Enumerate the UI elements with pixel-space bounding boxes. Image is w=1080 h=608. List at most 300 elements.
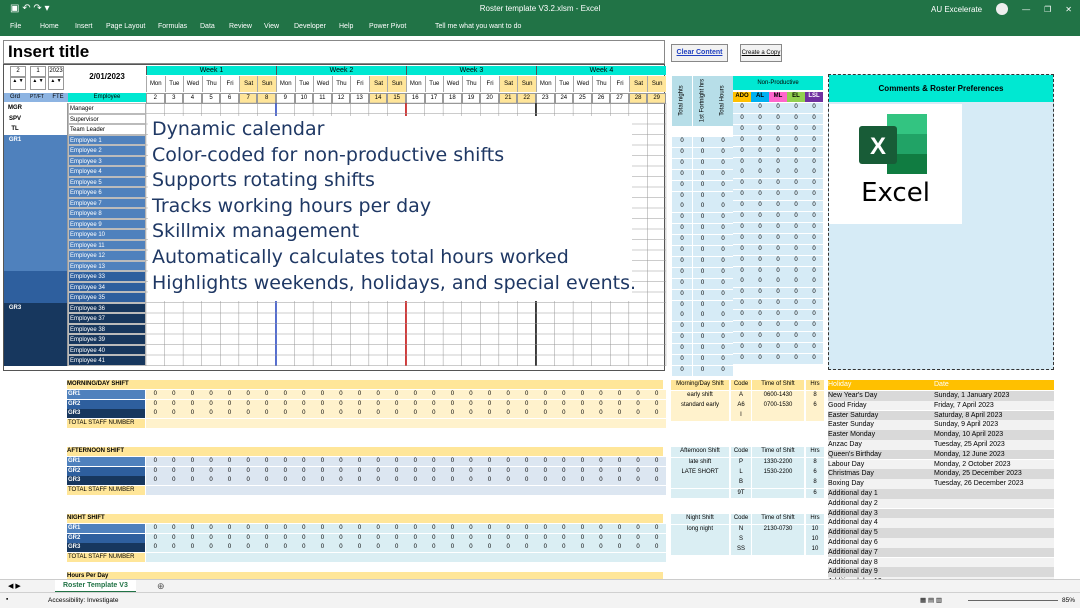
shift-count [220, 419, 239, 428]
nonprod-value: 0 [787, 168, 805, 178]
employee-name[interactable]: Employee 3 [68, 156, 146, 167]
grade-cell[interactable] [4, 292, 26, 303]
date-header: 19 [462, 93, 481, 104]
shift-table-cell[interactable]: 0600-1430 [752, 391, 804, 401]
holiday-name[interactable]: Christmas Day [828, 469, 934, 479]
shift-count: 0 [220, 409, 239, 418]
total-value: 0 [693, 246, 713, 256]
shift-table-header: Morning/Day Shift [671, 380, 729, 390]
holiday-date[interactable]: Sunday, 9 April 2023 [934, 420, 1054, 430]
ribbon-tab-9[interactable]: Help [339, 23, 354, 30]
shift-row-label: TOTAL STAFF NUMBER [67, 486, 145, 495]
employee-name[interactable]: Employee 37 [68, 313, 146, 324]
nonprod-value: 0 [769, 354, 787, 364]
ptft-cell[interactable] [26, 103, 68, 114]
ptft-cell[interactable] [26, 166, 68, 177]
shift-count: 0 [499, 543, 518, 552]
grade-cell[interactable] [4, 282, 26, 293]
grade-cell[interactable] [4, 219, 26, 230]
shift-count: 0 [480, 390, 499, 399]
shift-count [146, 553, 165, 562]
holiday-name[interactable]: Additional day 5 [828, 528, 934, 538]
employee-name[interactable]: Employee 40 [68, 345, 146, 356]
holiday-name[interactable]: Additional day 6 [828, 538, 934, 548]
holiday-date[interactable]: Saturday, 8 April 2023 [934, 411, 1054, 421]
holiday-date[interactable] [934, 538, 1054, 548]
shift-count [647, 486, 666, 495]
nonprod-value: 0 [733, 168, 751, 178]
ribbon-tab-10[interactable]: Power Pivot [369, 23, 407, 30]
grade-cell[interactable] [4, 166, 26, 177]
employee-name[interactable]: Supervisor [68, 114, 146, 125]
holiday-name[interactable]: Additional day 2 [828, 499, 934, 509]
shift-table-cell[interactable]: 8 [806, 391, 824, 401]
grade-cell[interactable]: TL [4, 124, 26, 135]
shift-count: 0 [573, 543, 592, 552]
accessibility-status[interactable]: Accessibility: Investigate [48, 597, 119, 604]
nonprod-value: 0 [805, 168, 823, 178]
shift-count: 0 [462, 524, 481, 533]
ptft-cell[interactable] [26, 345, 68, 356]
employee-name[interactable]: Employee 7 [68, 198, 146, 209]
tab-scroll-icons[interactable]: ◀ ▶ [8, 583, 21, 590]
nonprod-value: 0 [805, 343, 823, 353]
shift-count: 0 [573, 534, 592, 543]
grade-cell[interactable]: GR1 [4, 135, 26, 146]
shift-count: 0 [592, 524, 611, 533]
shift-count: 0 [499, 476, 518, 485]
quick-access-icons[interactable]: ▣ ↶ ↷ ▾ [10, 3, 50, 14]
shift-count [555, 486, 574, 495]
employee-name[interactable]: Employee 11 [68, 240, 146, 251]
total-value: 0 [672, 344, 692, 354]
shift-count: 0 [517, 467, 536, 476]
total-value: 0 [713, 355, 733, 365]
ptft-cell[interactable] [26, 177, 68, 188]
shift-count [146, 419, 165, 428]
shift-count [425, 419, 444, 428]
shift-count: 0 [480, 457, 499, 466]
shift-table-cell[interactable]: SS [731, 545, 751, 555]
employee-name[interactable]: Employee 12 [68, 250, 146, 261]
holiday-date[interactable]: Monday, 2 October 2023 [934, 460, 1054, 470]
shift-table-cell[interactable]: LATE SHORT [671, 468, 729, 478]
holiday-name[interactable]: Additional day 3 [828, 509, 934, 519]
spinner-value[interactable]: 1 [30, 66, 46, 77]
shift-count [332, 419, 351, 428]
nonprod-value: 0 [787, 179, 805, 189]
nonprod-value: 0 [751, 354, 769, 364]
shift-table-cell[interactable] [671, 535, 729, 545]
holiday-date[interactable]: Tuesday, 25 April 2023 [934, 440, 1054, 450]
shift-count [536, 419, 555, 428]
spinner-arrows[interactable]: ▲ ▼ [10, 77, 26, 90]
nonprod-value: 0 [805, 147, 823, 157]
zoom-level[interactable]: 85% [1062, 597, 1076, 604]
shift-count [610, 553, 629, 562]
nonprod-value: 0 [787, 223, 805, 233]
grade-cell[interactable] [4, 313, 26, 324]
holiday-date[interactable]: Monday, 12 June 2023 [934, 450, 1054, 460]
shift-table-cell[interactable]: 10 [806, 535, 824, 545]
shift-count: 0 [610, 457, 629, 466]
ribbon-tab-6[interactable]: Review [229, 23, 252, 30]
ptft-cell[interactable] [26, 240, 68, 251]
nonprod-value: 0 [805, 299, 823, 309]
employee-name[interactable]: Employee 4 [68, 166, 146, 177]
shift-count [165, 553, 184, 562]
shift-count: 0 [555, 467, 574, 476]
total-value: 0 [672, 159, 692, 169]
shift-count [239, 419, 258, 428]
spinner-arrows[interactable]: ▲ ▼ [48, 77, 64, 90]
shift-table-cell[interactable]: B [731, 478, 751, 488]
grade-cell[interactable] [4, 187, 26, 198]
worksheet[interactable] [0, 36, 1080, 579]
total-value: 0 [713, 170, 733, 180]
grade-cell[interactable]: MGR [4, 103, 26, 114]
employee-name[interactable]: Employee 39 [68, 334, 146, 345]
ptft-cell[interactable] [26, 282, 68, 293]
day-header: Sat [369, 76, 388, 92]
holiday-name[interactable]: Easter Monday [828, 430, 934, 440]
grade-cell[interactable] [4, 177, 26, 188]
grade-cell[interactable] [4, 145, 26, 156]
ptft-cell[interactable] [26, 187, 68, 198]
shift-count: 0 [146, 400, 165, 409]
shift-table-cell[interactable] [671, 411, 729, 421]
employee-name[interactable]: Employee 10 [68, 229, 146, 240]
employee-name[interactable]: Manager [68, 103, 146, 114]
employee-name[interactable]: Employee 36 [68, 303, 146, 314]
ribbon-tab-5[interactable]: Data [200, 23, 215, 30]
shift-count: 0 [220, 534, 239, 543]
spinner-arrows[interactable]: ▲ ▼ [30, 77, 46, 90]
holiday-date[interactable]: Monday, 25 December 2023 [934, 469, 1054, 479]
shift-table-header: Hrs [806, 447, 824, 457]
shift-table-cell[interactable] [752, 478, 804, 488]
holiday-name[interactable]: Additional day 1 [828, 489, 934, 499]
spinner-value[interactable]: 2023 [48, 66, 64, 77]
ribbon-tab-0[interactable]: File [10, 23, 22, 30]
grade-cell[interactable] [4, 271, 26, 282]
shift-table-cell[interactable]: I [731, 411, 751, 421]
shift-table-cell[interactable] [671, 545, 729, 555]
shift-count: 0 [573, 457, 592, 466]
shift-count [257, 486, 276, 495]
holiday-name[interactable]: Easter Sunday [828, 420, 934, 430]
nonprod-value: 0 [751, 103, 769, 113]
shift-table-cell[interactable]: N [731, 525, 751, 535]
nonprod-value: 0 [805, 136, 823, 146]
nonprod-value: 0 [805, 179, 823, 189]
shift-count: 0 [517, 457, 536, 466]
holiday-name[interactable]: Additional day 4 [828, 518, 934, 528]
week-header: Week 1 [146, 66, 276, 75]
clear-content-button[interactable]: Clear Content [671, 44, 728, 62]
holiday-name[interactable]: Additional day 9 [828, 567, 934, 577]
ribbon-tab-8[interactable]: Developer [294, 23, 326, 30]
shift-count: 0 [257, 534, 276, 543]
shift-row-label: GR2 [67, 400, 145, 409]
ptft-cell[interactable] [26, 145, 68, 156]
holiday-name[interactable]: Additional day 8 [828, 558, 934, 568]
nonprod-value: 0 [751, 114, 769, 124]
ptft-cell[interactable] [26, 114, 68, 125]
nonprod-value: 0 [787, 245, 805, 255]
shift-count: 0 [499, 467, 518, 476]
day-header: Sat [629, 76, 648, 92]
shift-count [647, 553, 666, 562]
employee-name[interactable]: Employee 33 [68, 271, 146, 282]
shift-table-cell[interactable]: 8 [806, 458, 824, 468]
shift-count: 0 [239, 524, 258, 533]
ribbon-tab-1[interactable]: Home [40, 23, 59, 30]
shift-table-cell[interactable]: long night [671, 525, 729, 535]
holiday-name[interactable]: Easter Saturday [828, 411, 934, 421]
nonprod-value: 0 [733, 234, 751, 244]
shift-count: 0 [499, 457, 518, 466]
holiday-date[interactable]: Sunday, 1 January 2023 [934, 391, 1054, 401]
shift-count: 0 [406, 409, 425, 418]
ptft-cell[interactable] [26, 303, 68, 314]
shift-table-cell[interactable]: 10 [806, 545, 824, 555]
add-sheet-icon[interactable]: ⊕ [157, 581, 165, 591]
holiday-date[interactable] [934, 567, 1054, 577]
grade-cell[interactable] [4, 334, 26, 345]
shift-table-cell[interactable]: early shift [671, 391, 729, 401]
shift-count: 0 [573, 467, 592, 476]
view-icons[interactable]: ▦ ▤ ▥ [920, 597, 943, 604]
holiday-name[interactable]: Good Friday [828, 401, 934, 411]
ribbon-tab-7[interactable]: View [264, 23, 280, 30]
total-value: 0 [672, 246, 692, 256]
employee-name[interactable]: Employee 1 [68, 135, 146, 146]
shift-count: 0 [295, 543, 314, 552]
nonprod-value: 0 [733, 103, 751, 113]
grade-cell[interactable]: SPV [4, 114, 26, 125]
holiday-date[interactable] [934, 489, 1054, 499]
shift-table-cell[interactable]: A6 [731, 401, 751, 411]
shift-table-cell[interactable]: 6 [806, 489, 824, 499]
shift-table-cell[interactable]: standard early [671, 401, 729, 411]
holiday-date[interactable] [934, 528, 1054, 538]
grade-cell[interactable] [4, 156, 26, 167]
feature-line: Color-coded for non-productive shifts [152, 143, 505, 166]
shift-table-cell[interactable]: 8 [806, 478, 824, 488]
grade-cell[interactable] [4, 240, 26, 251]
holiday-name[interactable]: Additional day 7 [828, 548, 934, 558]
shift-table-cell[interactable]: 6 [806, 468, 824, 478]
feature-line: Tracks working hours per day [152, 194, 432, 217]
employee-name[interactable]: Employee 13 [68, 261, 146, 272]
ptft-cell[interactable] [26, 156, 68, 167]
holiday-date[interactable] [934, 548, 1054, 558]
shift-table-cell[interactable] [671, 489, 729, 499]
employee-name[interactable]: Employee 35 [68, 292, 146, 303]
shift-table-cell[interactable]: L [731, 468, 751, 478]
ptft-cell[interactable] [26, 271, 68, 282]
grade-cell[interactable] [4, 250, 26, 261]
holiday-date[interactable] [934, 518, 1054, 528]
shift-count: 0 [555, 543, 574, 552]
shift-table-cell[interactable]: 9T [731, 489, 751, 499]
shift-table-cell[interactable]: 1530-2200 [752, 468, 804, 478]
date-header: 7 [239, 93, 258, 104]
ptft-cell[interactable] [26, 135, 68, 146]
grade-cell[interactable] [4, 324, 26, 335]
ptft-cell[interactable] [26, 324, 68, 335]
nonprod-value: 0 [805, 103, 823, 113]
ptft-cell[interactable] [26, 208, 68, 219]
holiday-name[interactable]: Queen's Birthday [828, 450, 934, 460]
shift-count [499, 486, 518, 495]
shift-count: 0 [406, 543, 425, 552]
shift-count: 0 [239, 476, 258, 485]
shift-count: 0 [165, 543, 184, 552]
week-header: Week 3 [406, 66, 536, 75]
nonprod-value: 0 [769, 343, 787, 353]
shift-count: 0 [573, 524, 592, 533]
employee-name[interactable]: Employee 34 [68, 282, 146, 293]
shift-table-cell[interactable]: S [731, 535, 751, 545]
employee-name[interactable]: Employee 5 [68, 177, 146, 188]
avatar[interactable] [996, 3, 1008, 15]
holiday-date[interactable]: Friday, 7 April 2023 [934, 401, 1054, 411]
grade-cell[interactable] [4, 261, 26, 272]
ribbon-tab-2[interactable]: Insert [75, 23, 93, 30]
shift-count: 0 [387, 534, 406, 543]
shift-table-cell[interactable] [671, 478, 729, 488]
shift-count: 0 [369, 400, 388, 409]
holiday-name[interactable]: Labour Day [828, 460, 934, 470]
restore-icon[interactable]: ❐ [1044, 4, 1052, 14]
holiday-date[interactable] [934, 558, 1054, 568]
create-copy-button[interactable]: Create a Copy [740, 44, 782, 62]
shift-table-cell[interactable] [752, 489, 804, 499]
total-value: 0 [672, 322, 692, 332]
employee-name[interactable]: Employee 6 [68, 187, 146, 198]
grade-cell[interactable] [4, 198, 26, 209]
grade-cell[interactable] [4, 208, 26, 219]
nonprod-value: 0 [805, 245, 823, 255]
ptft-cell[interactable] [26, 292, 68, 303]
shift-count: 0 [517, 390, 536, 399]
grade-cell[interactable] [4, 229, 26, 240]
shift-table-cell[interactable] [752, 411, 804, 421]
day-header: Mon [146, 76, 165, 92]
shift-table-cell[interactable]: 0700-1530 [752, 401, 804, 411]
ptft-cell[interactable] [26, 313, 68, 324]
day-header: Thu [462, 76, 481, 92]
holiday-date[interactable] [934, 499, 1054, 509]
shift-table-cell[interactable]: 10 [806, 525, 824, 535]
shift-count: 0 [499, 400, 518, 409]
total-value: 0 [693, 170, 713, 180]
shift-count [220, 553, 239, 562]
shift-table-cell[interactable] [752, 545, 804, 555]
feature-line: Dynamic calendar [152, 118, 325, 140]
shift-count: 0 [555, 476, 574, 485]
holiday-name[interactable]: New Year's Day [828, 391, 934, 401]
holiday-date[interactable]: Tuesday, 26 December 2023 [934, 479, 1054, 489]
employee-name[interactable]: Employee 9 [68, 219, 146, 230]
nonprod-value: 0 [805, 321, 823, 331]
employee-name[interactable]: Employee 8 [68, 208, 146, 219]
shift-table-cell[interactable]: late shift [671, 458, 729, 468]
holiday-date[interactable] [934, 509, 1054, 519]
ptft-cell[interactable] [26, 334, 68, 345]
spinner-value[interactable]: 2 [10, 66, 26, 77]
employee-name[interactable]: Employee 38 [68, 324, 146, 335]
shift-table-cell[interactable] [806, 411, 824, 421]
total-value: 0 [693, 235, 713, 245]
ptft-cell[interactable] [26, 219, 68, 230]
sheet-title[interactable]: Insert title [8, 42, 90, 61]
ptft-cell[interactable] [26, 229, 68, 240]
total-value: 0 [672, 279, 692, 289]
shift-table-cell[interactable] [752, 535, 804, 545]
ribbon-tab-11[interactable]: Tell me what you want to do [435, 23, 522, 30]
day-header: Tue [555, 76, 574, 92]
shift-table-cell[interactable]: 2130-0730 [752, 525, 804, 535]
shift-table-cell[interactable]: 1330-2200 [752, 458, 804, 468]
ptft-cell[interactable] [26, 355, 68, 366]
sheet-tabs-bar [0, 579, 1080, 592]
ptft-cell[interactable] [26, 250, 68, 261]
nonprod-value: 0 [733, 212, 751, 222]
ptft-cell[interactable] [26, 124, 68, 135]
shift-count: 0 [629, 400, 648, 409]
shift-count: 0 [610, 534, 629, 543]
day-header: Wed [183, 76, 202, 92]
total-value: 0 [713, 344, 733, 354]
nonprod-value: 0 [769, 321, 787, 331]
holiday-name[interactable]: Anzac Day [828, 440, 934, 450]
ptft-cell[interactable] [26, 261, 68, 272]
shift-count: 0 [573, 400, 592, 409]
holiday-name[interactable]: Boxing Day [828, 479, 934, 489]
shift-count: 0 [592, 390, 611, 399]
user-name: AU Excelerate [930, 4, 983, 14]
sheet-tab-roster[interactable]: Roster Template V3 [55, 580, 136, 593]
minimize-icon[interactable]: — [1022, 4, 1031, 14]
shift-count: 0 [387, 390, 406, 399]
shift-count: 0 [406, 390, 425, 399]
ptft-cell[interactable] [26, 198, 68, 209]
shift-table-cell[interactable]: P [731, 458, 751, 468]
holiday-date[interactable]: Monday, 10 April 2023 [934, 430, 1054, 440]
total-value: 0 [672, 311, 692, 321]
close-icon[interactable]: ✕ [1065, 4, 1072, 14]
ribbon-tab-3[interactable]: Page Layout [106, 23, 146, 30]
grade-cell[interactable] [4, 345, 26, 356]
total-value: 0 [713, 213, 733, 223]
zoom-slider[interactable] [968, 600, 1058, 601]
employee-name[interactable]: Employee 41 [68, 355, 146, 366]
ribbon-tab-4[interactable]: Formulas [158, 23, 188, 30]
nonprod-value: 0 [769, 223, 787, 233]
employee-name[interactable]: Employee 2 [68, 145, 146, 156]
nonprod-value: 0 [805, 234, 823, 244]
employee-name[interactable]: Team Leader [68, 124, 146, 135]
shift-table-cell[interactable]: A [731, 391, 751, 401]
shift-table-cell[interactable]: 6 [806, 401, 824, 411]
shift-count: 0 [313, 543, 332, 552]
grade-cell[interactable]: GR3 [4, 303, 26, 314]
ready-icon: ▪ [6, 596, 9, 603]
grade-cell[interactable] [4, 355, 26, 366]
